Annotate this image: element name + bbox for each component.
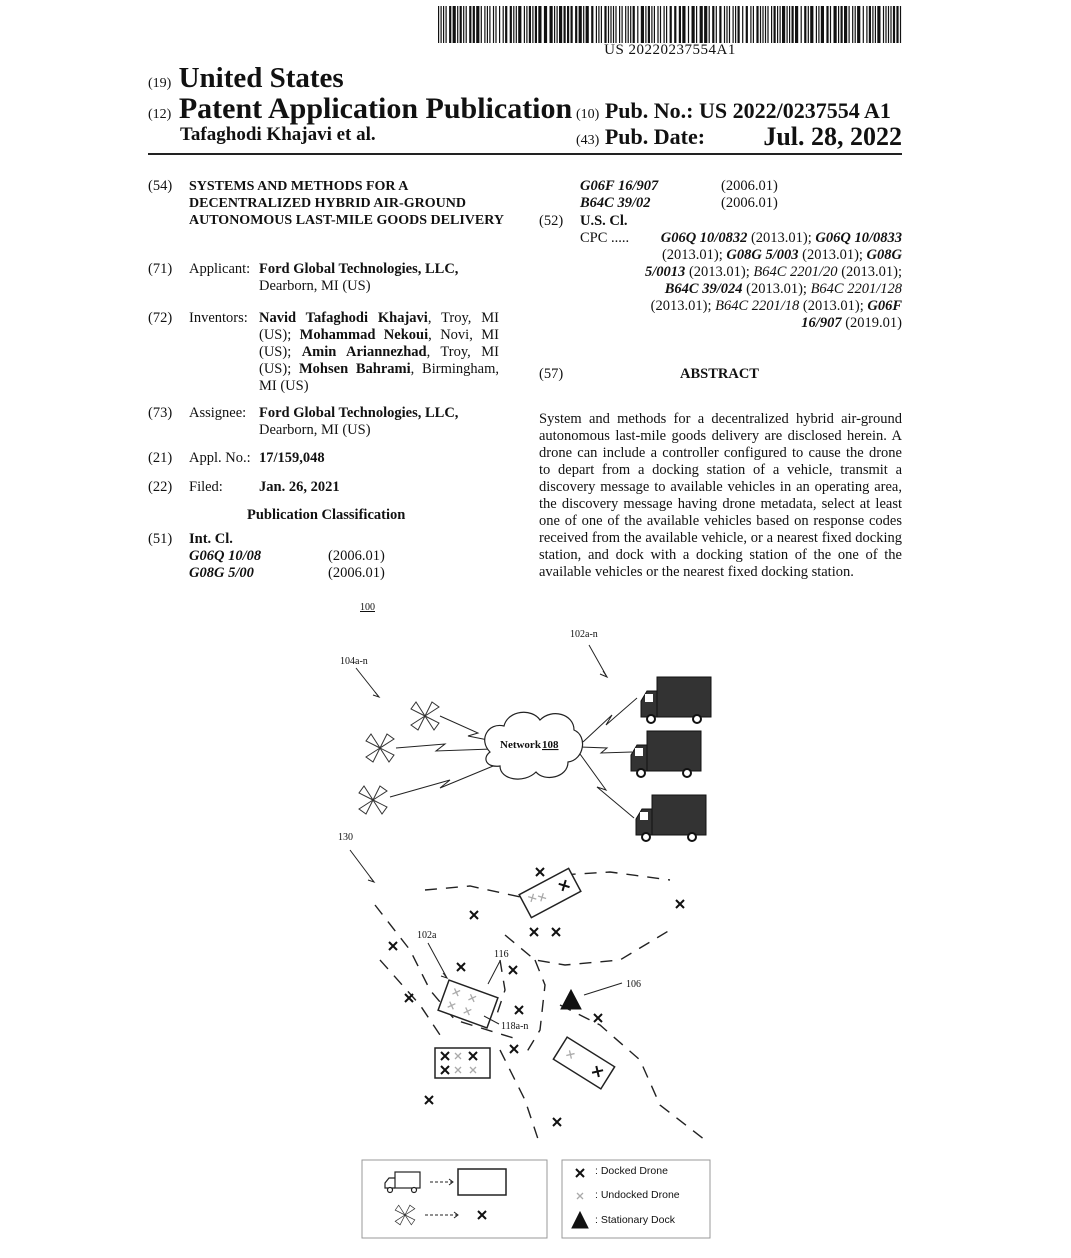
country-line (148, 62, 344, 95)
cpc-segment: (2013.01); (661, 247, 727, 263)
inventor-location: , Birmingham, MI (US) (259, 361, 499, 394)
cpc-segment: G06Q 10/0833 (815, 230, 902, 246)
barcode-bar (484, 6, 485, 43)
barcode-bar (598, 6, 599, 43)
barcode-bar (567, 6, 569, 43)
cpc-segment: (2013.01); (742, 281, 811, 297)
barcode-bar (601, 6, 602, 43)
barcode-bar (619, 6, 620, 43)
legend-docked-label: : Docked Drone (595, 1165, 668, 1177)
barcode-bar (841, 6, 843, 43)
barcode-bar (637, 6, 638, 43)
barcode-bar (571, 6, 573, 43)
cpc-line (580, 264, 902, 281)
barcode-bar (712, 6, 714, 43)
barcode-bar (575, 6, 577, 43)
appl-value: 17/159,048 (259, 450, 325, 466)
network-ref: 108 (542, 739, 559, 751)
legend-stationary-icon (572, 1212, 588, 1228)
legend-x-icon (478, 1211, 486, 1219)
barcode-bar (510, 6, 512, 43)
pubclass-heading: Publication Classification (247, 507, 406, 523)
barcode-bar (554, 6, 555, 43)
barcode-bar (608, 6, 609, 43)
barcode-bar (654, 6, 655, 43)
barcode-bar (857, 6, 860, 43)
barcode-bar (660, 6, 661, 43)
barcode-bar (596, 6, 597, 43)
legend-docked-icon (576, 1169, 584, 1177)
cpc-segment: (2013.01); (837, 264, 902, 280)
barcode-bar (535, 6, 537, 43)
assignee-block (259, 405, 509, 439)
barcode-bar (709, 6, 710, 43)
barcode-bar (719, 6, 721, 43)
barcode-bar (816, 6, 817, 43)
ref-130: 130 (338, 832, 353, 843)
leader-arrow (428, 943, 447, 978)
barcode-bar (767, 6, 768, 43)
applicant-block (259, 261, 509, 295)
applicant-location: Dearborn, MI (US) (259, 278, 371, 294)
barcode-bar (750, 6, 751, 43)
wireless-link (583, 698, 637, 742)
intcl-year: (2006.01) (328, 565, 385, 581)
barcode-bar (830, 6, 831, 43)
barcode-bar (443, 6, 444, 43)
barcode-bar (449, 6, 451, 43)
inventor-location: , Troy, MI (US); (259, 310, 499, 343)
barcode-bar (615, 6, 616, 43)
barcode-bar (648, 6, 650, 43)
barcode-bar (787, 6, 788, 43)
cpc-segment: G08G (866, 247, 902, 263)
barcode-bar (885, 6, 886, 43)
barcode-bar (888, 6, 889, 43)
barcode-bar (704, 6, 707, 43)
inventor-name: Mohsen Bahrami (298, 361, 411, 377)
pub-number-line (576, 98, 891, 124)
pubdate-prefix: (43) (576, 133, 600, 148)
intcl-label: Int. Cl. (189, 531, 233, 547)
barcode-image (438, 6, 902, 43)
barcode-bar (664, 6, 665, 43)
barcode-bar (628, 6, 629, 43)
barcode-bar (503, 6, 504, 43)
barcode-bar (789, 6, 790, 43)
barcode-bar (550, 6, 553, 43)
intcl-year: (2006.01) (721, 195, 778, 211)
barcode-bar (559, 6, 562, 43)
barcode-bar (826, 6, 828, 43)
country: United States (178, 62, 344, 94)
vehicle-with-drones (553, 1037, 614, 1089)
barcode-bar (518, 6, 521, 43)
cpc-segment: G06Q 10/0832 (660, 230, 748, 246)
cpc-line (580, 315, 902, 332)
inventor-name: Mohammad Nekoui (299, 327, 429, 343)
barcode-bar (821, 6, 824, 43)
cpc-segment: (2013.01); (685, 264, 754, 280)
cpc-segment: 16/907 (801, 315, 842, 331)
barcode-bar (863, 6, 864, 43)
legend-vehicle-box (458, 1169, 506, 1195)
barcode-bar (679, 6, 681, 43)
wireless-link (580, 747, 632, 753)
barcode-bar (869, 6, 871, 43)
barcode-bar (586, 6, 589, 43)
cpc-segment: (2013.01); (747, 230, 816, 246)
barcode-bar (670, 6, 672, 43)
network-label: Network (500, 739, 541, 751)
barcode-bar (726, 6, 727, 43)
barcode-bar (844, 6, 847, 43)
barcode-bar (604, 6, 606, 43)
arrow-head (373, 692, 379, 697)
invention-title: SYSTEMS AND METHODS FOR A DECENTRALIZED HYBRID AIR-GROUND AUTONOMOUS LAST-MILE GOODS DELIVERY (189, 179, 504, 228)
barcode-bar (460, 6, 462, 43)
inventor-location: , Novi, MI (US); (259, 327, 499, 360)
vehicle-icon (631, 731, 701, 777)
assignee-name: Ford Global Technologies, LLC, (259, 405, 459, 421)
applicant-label: Applicant: (189, 261, 251, 277)
appl-label: Appl. No.: (189, 450, 251, 466)
inventor-name: Amin Ariannezhad (301, 344, 427, 360)
pubtype-prefix: (12) (148, 107, 172, 122)
barcode-bar (674, 6, 676, 43)
barcode-bar (505, 6, 507, 43)
intcl-code: B64C 39/02 (580, 195, 651, 211)
barcode-bar (756, 6, 758, 43)
pubno-prefix: (10) (576, 107, 600, 122)
barcode-bar (469, 6, 471, 43)
vehicle-icon (641, 677, 711, 723)
barcode-bar (810, 6, 813, 43)
cpc-segment: (2019.01) (841, 315, 902, 331)
barcode-bar (441, 6, 442, 43)
barcode-bar (782, 6, 785, 43)
barcode-bar (513, 6, 514, 43)
barcode-bar (544, 6, 547, 43)
barcode-bar (834, 6, 837, 43)
vehicle-with-drones (435, 1048, 490, 1078)
barcode-bar (760, 6, 761, 43)
ref-106: 106 (626, 979, 641, 990)
barcode-bar (900, 6, 901, 43)
barcode-bar (777, 6, 778, 43)
barcode-bar (742, 6, 743, 43)
barcode-bar (524, 6, 525, 43)
barcode-bar (838, 6, 839, 43)
barcode-bar (495, 6, 496, 43)
drone-icon (411, 702, 439, 730)
barcode-bar (692, 6, 695, 43)
cpc-line (580, 247, 902, 264)
ref-104a-n: 104a-n (340, 656, 368, 667)
barcode-bar (852, 6, 853, 43)
barcode-bar (532, 6, 533, 43)
barcode-bar (493, 6, 494, 43)
barcode-bar (564, 6, 566, 43)
barcode-bar (489, 6, 490, 43)
country-prefix: (19) (148, 76, 172, 91)
wireless-link (396, 744, 492, 751)
leader-line (584, 983, 622, 995)
barcode-bar (481, 6, 482, 43)
intcl-year: (2006.01) (721, 178, 778, 194)
intcl-code: G06F 16/907 (580, 178, 659, 194)
abstract-heading: ABSTRACT (680, 366, 759, 382)
cpc-codes (580, 230, 902, 332)
pubno-value: US 2022/0237554 A1 (698, 98, 891, 123)
barcode-bar (487, 6, 488, 43)
barcode-bar (849, 6, 850, 43)
appl-num: (21) (148, 450, 173, 466)
intcl-code: G06Q 10/08 (189, 548, 262, 564)
barcode-bar (795, 6, 798, 43)
intcl-code: G08G 5/00 (189, 565, 254, 581)
assignee-num: (73) (148, 405, 173, 421)
legend-undocked-label: : Undocked Drone (595, 1189, 680, 1201)
barcode-bar (875, 6, 876, 43)
arrow-head (600, 671, 607, 677)
barcode-bar (872, 6, 873, 43)
publication-type-line (148, 92, 572, 126)
intcl-year: (2006.01) (328, 548, 385, 564)
drone-icon (366, 734, 394, 762)
barcode-bar (804, 6, 806, 43)
barcode-bar (633, 6, 635, 43)
barcode-bar (762, 6, 763, 43)
barcode-bar (453, 6, 456, 43)
assignee-label: Assignee: (189, 405, 247, 421)
inventors-num: (72) (148, 310, 173, 326)
legend-truck-icon (385, 1172, 420, 1193)
intcl-num: (51) (148, 531, 173, 547)
barcode-bar (516, 6, 517, 43)
barcode-bar (700, 6, 703, 43)
title-num: (54) (148, 178, 173, 194)
barcode-bar (780, 6, 781, 43)
cpc-line (580, 298, 902, 315)
barcode-bar (896, 6, 898, 43)
inventor-short: Tafaghodi Khajavi et al. (180, 124, 376, 145)
patent-figure (330, 598, 750, 1248)
cpc-segment: (2013.01); (798, 247, 867, 263)
barcode-bar (473, 6, 475, 43)
uscl-num: (52) (539, 213, 564, 229)
cpc-segment: B64C 2201/128 (810, 281, 902, 297)
barcode-bar (610, 6, 611, 43)
inventors-list (259, 310, 499, 395)
barcode-bar (774, 6, 776, 43)
barcode-bar (651, 6, 652, 43)
barcode-bar (696, 6, 697, 43)
drone-icon (359, 786, 387, 814)
barcode-bar (818, 6, 819, 43)
barcode-bar (883, 6, 884, 43)
cpc-segment: B64C 39/024 (664, 281, 743, 297)
barcode-bar (438, 6, 439, 43)
barcode-bar (765, 6, 766, 43)
barcode-bar (591, 6, 593, 43)
cpc-segment: G08G 5/003 (726, 247, 799, 263)
barcode-bar (877, 6, 880, 43)
barcode-bar (666, 6, 667, 43)
barcode-bar (583, 6, 584, 43)
barcode-bar (446, 6, 447, 43)
barcode-bar (466, 6, 467, 43)
applicant-num: (71) (148, 261, 173, 277)
arrow-head (368, 877, 374, 882)
ref-118a-n: 118a-n (501, 1021, 529, 1032)
filed-label: Filed: (189, 479, 223, 495)
cpc-line (580, 230, 902, 247)
cpc-line (580, 281, 902, 298)
barcode-bar (792, 6, 794, 43)
barcode-bar (724, 6, 725, 43)
barcode-bar (613, 6, 614, 43)
ref-102a: 102a (417, 930, 437, 941)
barcode-bar (579, 6, 582, 43)
barcode-bar (893, 6, 895, 43)
cpc-segment: B64C 2201/18 (715, 298, 800, 314)
barcode-bar (641, 6, 644, 43)
barcode-bar (476, 6, 479, 43)
legend-stationary-label: : Stationary Dock (595, 1214, 675, 1226)
filed-num: (22) (148, 479, 173, 495)
ref-102a-n: 102a-n (570, 629, 598, 640)
applicant-name: Ford Global Technologies, LLC, (259, 261, 459, 277)
abstract-body: System and methods for a decentralized hybrid air-ground autonomous last-mile goods delivery are disclosed herein. A drone can include a controller configured to cause the drone to depart from a docking station of a vehicle, transmit a discovery message to available vehicles in an operating area, the discovery message having drone metadata, select at least one of one of the available vehicles based on response codes received from the available vehicle, or a nearest fixed docking station, and dock with a docking station of the one of the available vehicles or the nearest fixed docking station. (539, 411, 902, 580)
barcode-bar (538, 6, 541, 43)
cpc-segment: B64C 2201/20 (753, 264, 838, 280)
barcode-bar (808, 6, 809, 43)
vehicle-icon (636, 795, 706, 841)
uscl-label: U.S. Cl. (580, 213, 628, 229)
barcode-bar (526, 6, 527, 43)
barcode-bar (682, 6, 685, 43)
ref-100: 100 (360, 602, 375, 613)
ref-116: 116 (494, 949, 509, 960)
barcode-bar (630, 6, 631, 43)
barcode-number: US 20220237554A1 (604, 42, 736, 58)
barcode-bar (645, 6, 646, 43)
wireless-link (580, 754, 634, 818)
barcode-bar (499, 6, 500, 43)
pubdate-value: Jul. 28, 2022 (763, 122, 902, 151)
abstract-num: (57) (539, 366, 564, 382)
barcode-bar (529, 6, 531, 43)
barcode-bar (753, 6, 754, 43)
barcode-bar (625, 6, 626, 43)
cpc-segment: (2013.01); (650, 298, 716, 314)
leader-line (488, 961, 500, 984)
publication-type: Patent Application Publication (178, 92, 573, 125)
barcode-bar (733, 6, 734, 43)
barcode-bar (729, 6, 730, 43)
barcode-bar (890, 6, 891, 43)
barcode-bar (716, 6, 717, 43)
filed-value: Jan. 26, 2021 (259, 479, 340, 495)
pubdate-label-group (576, 124, 705, 150)
inventor-name: Navid Tafaghodi Khajavi (259, 310, 428, 326)
barcode-bar (801, 6, 802, 43)
barcode-bar (866, 6, 867, 43)
pubdate-label: Pub. Date: (604, 124, 706, 149)
legend-undocked-icon (577, 1193, 583, 1199)
cpc-segment: 5/0013 (645, 264, 686, 280)
barcode-bar (463, 6, 464, 43)
vehicle-with-drones (438, 980, 498, 1028)
cpc-segment: (2013.01); (799, 298, 868, 314)
pubno-label: Pub. No.: (604, 98, 694, 123)
barcode-bar (657, 6, 658, 43)
cpc-segment: G06F (867, 298, 902, 314)
vehicle-with-drones (519, 868, 581, 917)
barcode-bar (622, 6, 623, 43)
stationary-dock (561, 990, 581, 1009)
pub-date-line (576, 122, 902, 152)
barcode-bar (688, 6, 689, 43)
barcode-bar (457, 6, 458, 43)
legend-left (362, 1160, 547, 1238)
barcode-bar (738, 6, 740, 43)
barcode-bar (771, 6, 772, 43)
inventor-location: , Troy, MI (US); (259, 344, 499, 377)
inventors-label: Inventors: (189, 310, 248, 326)
legend-drone-icon (395, 1205, 415, 1225)
barcode-bar (746, 6, 748, 43)
barcode-bar (855, 6, 856, 43)
header-divider (148, 153, 902, 155)
barcode-bar (557, 6, 558, 43)
assignee-location: Dearborn, MI (US) (259, 422, 371, 438)
barcode-bar (735, 6, 736, 43)
wireless-link (390, 764, 498, 797)
cpc-label: CPC ..... (580, 230, 630, 246)
